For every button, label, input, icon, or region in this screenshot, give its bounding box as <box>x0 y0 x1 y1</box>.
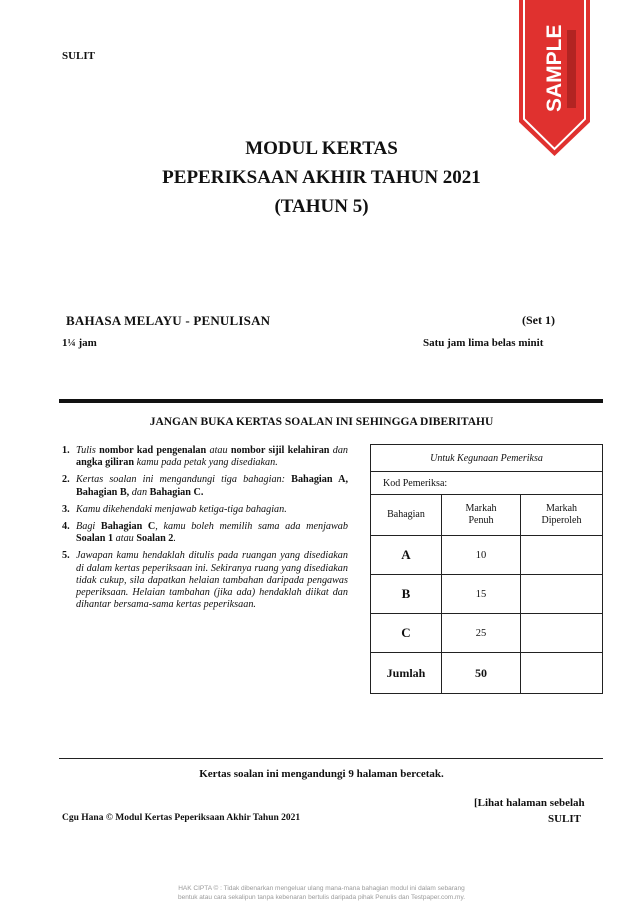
sample-badge-text: SAMPLE <box>543 24 566 112</box>
legal-notice-line-2: bentuk atau cara sekalipun tanpa kebenaran bertulis daripada pihak Penulis dan Testpaper.com.my. <box>177 894 466 901</box>
section-label: A <box>371 536 442 575</box>
instruction-text <box>76 474 348 498</box>
divider-thick <box>59 399 603 403</box>
duration: 1¼ jam <box>62 337 97 349</box>
obtained-marks-cell[interactable] <box>521 536 603 575</box>
divider-thin <box>59 758 603 759</box>
subject-name: BAHASA MELAYU - PENULISAN <box>66 313 271 328</box>
instruction-number: 4. <box>62 521 70 533</box>
instruction-item <box>62 504 348 516</box>
instructions-list <box>62 445 348 616</box>
examiner-code-field[interactable] <box>371 472 603 495</box>
full-marks-value: 10 <box>442 536 521 575</box>
instruction-text-run: Tulis <box>76 445 96 456</box>
instruction-text-run: , kamu boleh memilih sama ada menjawab <box>155 521 348 533</box>
instruction-text-run: Jawapan kamu hendaklah ditulis pada ruangan yang disediakan di dalam kertas peperiksaan ini. Sekiranya ruang yang disediakan tidak cukup, sila dapatkan helaian tambahan daripada pengawas peperiksaan. Helaian tambahan (jika ada) hendaklah diikat dan dihantar bersama-sama kertas peperiksaan. <box>76 550 348 611</box>
instruction-text-run: atau <box>113 533 137 545</box>
page-count-note: Kertas soalan ini mengandungi 9 halaman bercetak. <box>199 768 444 780</box>
classification-bottom: SULIT <box>548 813 582 825</box>
legal-notice <box>0 884 643 902</box>
exam-title-line-1: MODUL KERTAS <box>245 138 398 159</box>
total-obtained-cell[interactable] <box>521 653 603 694</box>
instruction-item <box>62 521 348 545</box>
exam-title-line-2: PEPERIKSAAN AKHIR TAHUN 2021 <box>162 167 481 188</box>
total-label: Jumlah <box>371 653 442 694</box>
section-label: B <box>371 575 442 614</box>
instruction-text-run: dan <box>129 486 150 498</box>
instruction-text <box>76 550 348 611</box>
obtained-marks-cell[interactable] <box>521 575 603 614</box>
instruction-number: 2. <box>62 474 70 486</box>
exam-title <box>0 134 643 221</box>
instruction-number: 5. <box>62 550 70 562</box>
instruction-number: 3. <box>62 503 70 515</box>
legal-notice-line-1: HAK CIPTA © : Tidak dibenarkan mengeluar ulang mana-mana bahagian modul ini dalam sebarang <box>178 885 465 892</box>
examiner-marks-table <box>370 444 603 694</box>
instruction-text-run: nombor kad pengenalan <box>95 445 210 456</box>
instruction-item <box>62 445 348 469</box>
sample-ribbon-stripe <box>567 30 576 108</box>
instruction-text-run: Bahagian A, Bahagian B, <box>76 474 348 498</box>
instruction-text-run: angka giliran <box>76 457 137 469</box>
instruction-text-run: Bagi <box>76 521 101 533</box>
table-row <box>371 536 603 575</box>
exam-title-line-3: (TAHUN 5) <box>274 196 369 217</box>
warning-text: JANGAN BUKA KERTAS SOALAN INI SEHINGGA DIBERITAHU <box>149 416 494 428</box>
set-number: (Set 1) <box>522 313 555 327</box>
instruction-text <box>76 504 348 516</box>
next-page-note: [Lihat halaman sebelah <box>474 797 585 809</box>
instruction-text-run: . <box>173 533 176 545</box>
instruction-text-run: nombor sijil kelahiran <box>227 445 333 456</box>
author-copyright: Cgu Hana © Modul Kertas Peperiksaan Akhir Tahun 2021 <box>62 813 301 823</box>
obtained-marks-cell[interactable] <box>521 614 603 653</box>
instruction-item <box>62 550 348 611</box>
instruction-text-run: Bahagian C. <box>149 486 204 498</box>
instruction-text-run: kamu pada petak yang disediakan. <box>136 457 278 469</box>
table-row <box>371 614 603 653</box>
instruction-text-run: dan <box>332 445 348 456</box>
instruction-text-run: Soalan 2 <box>136 533 174 545</box>
instruction-item <box>62 474 348 498</box>
total-row <box>371 653 603 694</box>
section-label: C <box>371 614 442 653</box>
sample-badge <box>519 0 590 156</box>
total-full-marks: 50 <box>442 653 521 694</box>
instruction-number: 1. <box>62 445 70 456</box>
instruction-text-run: Soalan 1 <box>76 533 114 545</box>
instruction-text <box>76 521 348 545</box>
instruction-text-run: Kertas soalan ini mengandungi tiga bahagian: <box>76 474 292 486</box>
col-header-obtained-marks: Markah Diperoleh <box>521 495 603 536</box>
col-header-section: Bahagian <box>371 495 442 536</box>
full-marks-value: 25 <box>442 614 521 653</box>
instruction-text-run: Bahagian C <box>100 521 156 533</box>
examiner-use-title: Untuk Kegunaan Pemeriksa <box>371 445 603 472</box>
instruction-text <box>76 445 348 469</box>
col-header-full-marks: Markah Penuh <box>442 495 521 536</box>
table-row <box>371 575 603 614</box>
duration-words: Satu jam lima belas minit <box>423 337 544 349</box>
examiner-code-label: Kod Pemeriksa: <box>383 477 448 489</box>
instruction-text-run: atau <box>209 445 228 456</box>
instruction-text-run: Kamu dikehendaki menjawab ketiga-tiga bahagian. <box>76 503 287 515</box>
classification-top: SULIT <box>62 50 96 62</box>
full-marks-value: 15 <box>442 575 521 614</box>
